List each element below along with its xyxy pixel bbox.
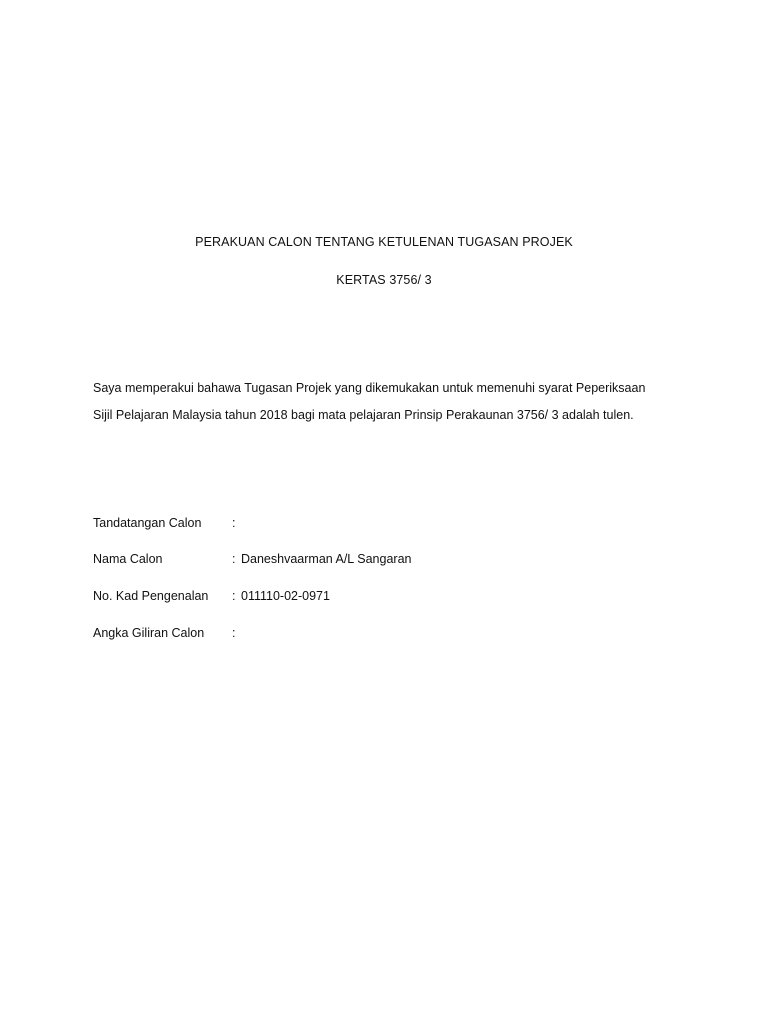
field-value: 011110-02-0971 <box>241 589 330 603</box>
field-id-number <box>93 589 693 607</box>
document-subtitle: KERTAS 3756/ 3 <box>336 273 432 287</box>
field-label: Tandatangan Calon <box>93 516 202 530</box>
field-value: Daneshvaarman A/L Sangaran <box>241 552 412 566</box>
field-signature <box>93 516 693 534</box>
field-label: Nama Calon <box>93 552 163 566</box>
field-label: No. Kad Pengenalan <box>93 589 209 603</box>
field-index-number <box>93 626 693 644</box>
statement-line-2: Sijil Pelajaran Malaysia tahun 2018 bagi mata pelajaran Prinsip Perakaunan 3756/ 3 adalah tulen. <box>93 408 634 422</box>
field-label: Angka Giliran Calon <box>93 626 205 640</box>
statement-line-1: Saya memperakui bahawa Tugasan Projek yang dikemukakan untuk memenuhi syarat Peperiksaan <box>93 381 646 395</box>
field-separator: : <box>232 516 236 530</box>
document-title: PERAKUAN CALON TENTANG KETULENAN TUGASAN PROJEK <box>195 235 573 249</box>
field-separator: : <box>232 626 236 640</box>
field-separator: : <box>232 552 236 566</box>
field-separator: : <box>232 589 236 603</box>
field-candidate-name <box>93 552 693 570</box>
